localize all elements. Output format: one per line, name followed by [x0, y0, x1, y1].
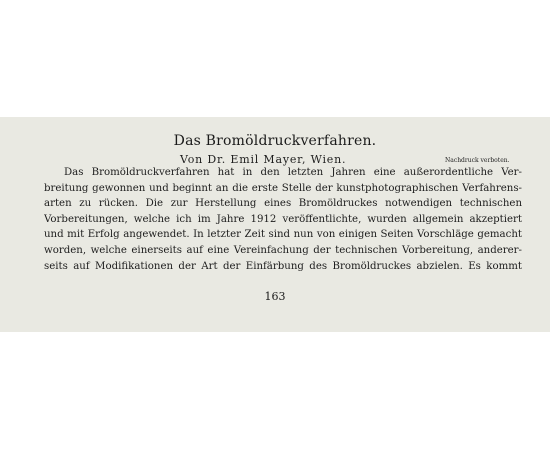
book-page — [0, 117, 550, 332]
body-line: Das Bromöldruckverfahren hat in den letzten Jahren eine außerordentliche Ver- — [64, 167, 522, 178]
body-line: Vorbereitungen, welche ich im Jahre 1912 veröffentlichte, wurden allgemein akzeptiert — [44, 213, 522, 225]
body-line: arten zu rücken. Die zur Herstellung eines Bromöldruckes notwendigen technischen — [44, 198, 522, 210]
article-title: Das Bromöldruckverfahren. — [173, 133, 377, 149]
body-line: und mit Erfolg angewendet. In letzter Zeit sind nun von einigen Seiten Vorschläge gemacht — [44, 229, 522, 241]
body-line: breitung gewonnen und beginnt an die erste Stelle der kunstphotographischen Verfahrens- — [44, 182, 522, 194]
body-line: seits auf Modifikationen der Art der Einfärbung des Bromöldruckes abzielen. Es kommt — [44, 260, 522, 272]
article-author: Von Dr. Emil Mayer, Wien. — [180, 153, 347, 166]
reprint-notice: Nachdruck verboten. — [445, 157, 510, 164]
page-number: 163 — [264, 290, 286, 303]
article-body — [44, 165, 522, 274]
body-line: worden, welche einerseits auf eine Vereinfachung der technischen Vorbereitung, anderer- — [44, 244, 522, 256]
